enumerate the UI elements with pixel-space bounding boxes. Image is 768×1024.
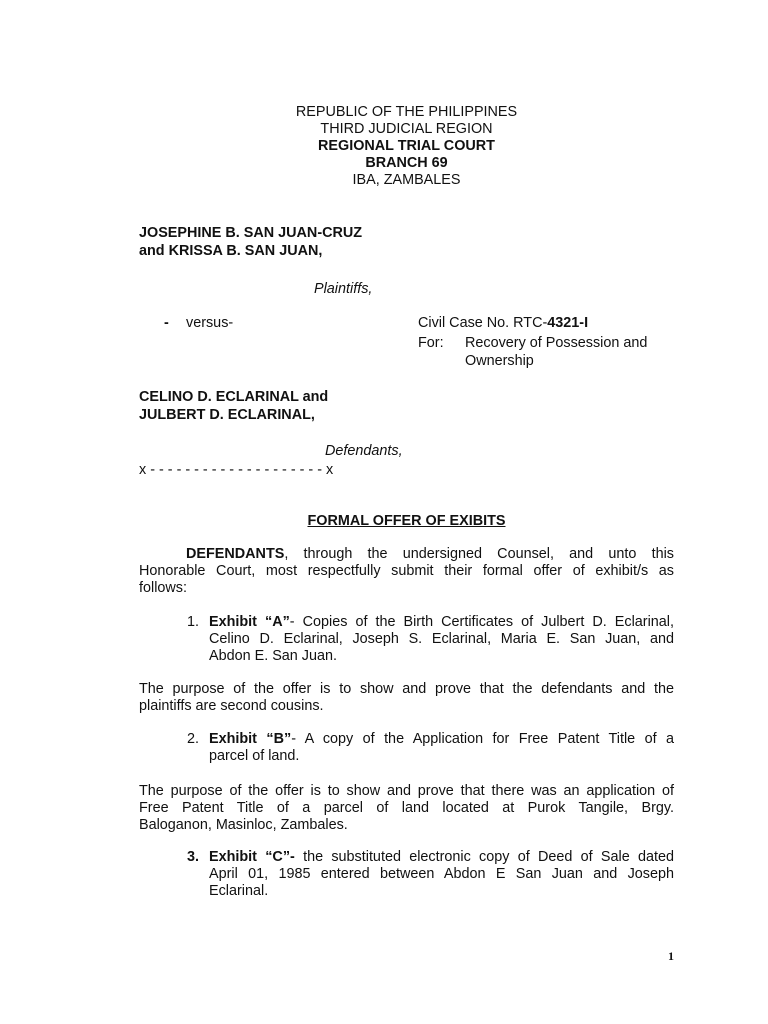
exhibit-a-line1	[209, 614, 674, 631]
intro-line3: follows:	[139, 580, 187, 596]
purpose-1-line2: plaintiffs are second cousins.	[139, 698, 324, 714]
for-label: For:	[418, 335, 444, 351]
exhibit-a-line3: Abdon E. San Juan.	[209, 648, 338, 664]
document-title: FORMAL OFFER OF EXIBITS	[307, 513, 506, 529]
case-nature-line2: Ownership	[465, 353, 534, 369]
defendant-name-line2: JULBERT D. ECLARINAL,	[139, 407, 315, 423]
purpose-paragraph-2	[139, 783, 674, 834]
versus-text: versus-	[186, 315, 234, 331]
exhibit-c-label: Exhibit “C”-	[209, 849, 295, 865]
region-heading: THIRD JUDICIAL REGION	[320, 121, 493, 137]
exhibit-b-item	[209, 731, 674, 765]
exhibit-a-item	[209, 614, 674, 665]
exhibit-c-line1	[209, 849, 674, 866]
case-nature-line1: Recovery of Possession and	[465, 335, 648, 351]
intro-line2: Honorable Court, most respectfully submit their formal offer of exhibit/s as	[139, 563, 674, 579]
plaintiff-name-line2: and KRISSA B. SAN JUAN,	[139, 243, 323, 259]
exhibit-c-line1-rest: the substituted electronic copy of Deed of Sale dated	[294, 849, 674, 865]
purpose-paragraph-1	[139, 681, 674, 715]
exhibit-c-number: 3.	[187, 849, 200, 865]
defendant-name-line1: CELINO D. ECLARINAL and	[139, 389, 329, 405]
page-number: 1	[668, 949, 674, 963]
case-number-value: 4321-I	[547, 315, 589, 331]
purpose-2-line2: Free Patent Title of a parcel of land located at Purok Tangile, Brgy.	[139, 800, 674, 816]
exhibit-c-line2: April 01, 1985 entered between Abdon E San Juan and Joseph	[209, 866, 674, 882]
purpose-1-line1: The purpose of the offer is to show and prove that the defendants and the	[139, 681, 674, 697]
purpose-2-line1: The purpose of the offer is to show and prove that there was an application of	[139, 783, 674, 799]
exhibit-c-item	[209, 849, 674, 900]
intro-bold-word: DEFENDANTS	[186, 546, 285, 562]
exhibit-b-line1-rest: - A copy of the Application for Free Patent Title of a	[291, 731, 674, 747]
defendants-label: Defendants,	[325, 443, 403, 459]
versus-dash: -	[164, 315, 169, 331]
republic-heading: REPUBLIC OF THE PHILIPPINES	[295, 104, 518, 120]
case-number-prefix: Civil Case No. RTC-	[418, 315, 548, 331]
caption-separator: x - - - - - - - - - - - - - - - - - - - - x	[139, 462, 334, 478]
exhibit-c-line3: Eclarinal.	[209, 883, 269, 899]
exhibit-b-label: Exhibit “B”	[209, 731, 292, 747]
purpose-2-line3: Baloganon, Masinloc, Zambales.	[139, 817, 348, 833]
intro-line1	[139, 546, 674, 563]
exhibit-b-line2: parcel of land.	[209, 748, 300, 764]
intro-paragraph	[139, 546, 674, 597]
plaintiffs-label: Plaintiffs,	[314, 281, 373, 297]
intro-line1-rest: , through the undersigned Counsel, and unto this	[284, 546, 674, 562]
case-number	[418, 315, 588, 332]
exhibit-a-line1-rest: - Copies of the Birth Certificates of Julbert D. Eclarinal,	[289, 614, 674, 630]
exhibit-a-label: Exhibit “A”	[209, 614, 290, 630]
exhibit-a-number: 1.	[187, 614, 200, 630]
branch-heading: BRANCH 69	[365, 155, 448, 171]
exhibit-a-line2: Celino D. Eclarinal, Joseph S. Eclarinal, Maria E. San Juan, and	[209, 631, 674, 647]
exhibit-b-number: 2.	[187, 731, 200, 747]
exhibit-b-line1	[209, 731, 674, 748]
court-heading: REGIONAL TRIAL COURT	[318, 138, 495, 154]
plaintiff-name-line1: JOSEPHINE B. SAN JUAN-CRUZ	[139, 225, 363, 241]
location-heading: IBA, ZAMBALES	[352, 172, 461, 188]
